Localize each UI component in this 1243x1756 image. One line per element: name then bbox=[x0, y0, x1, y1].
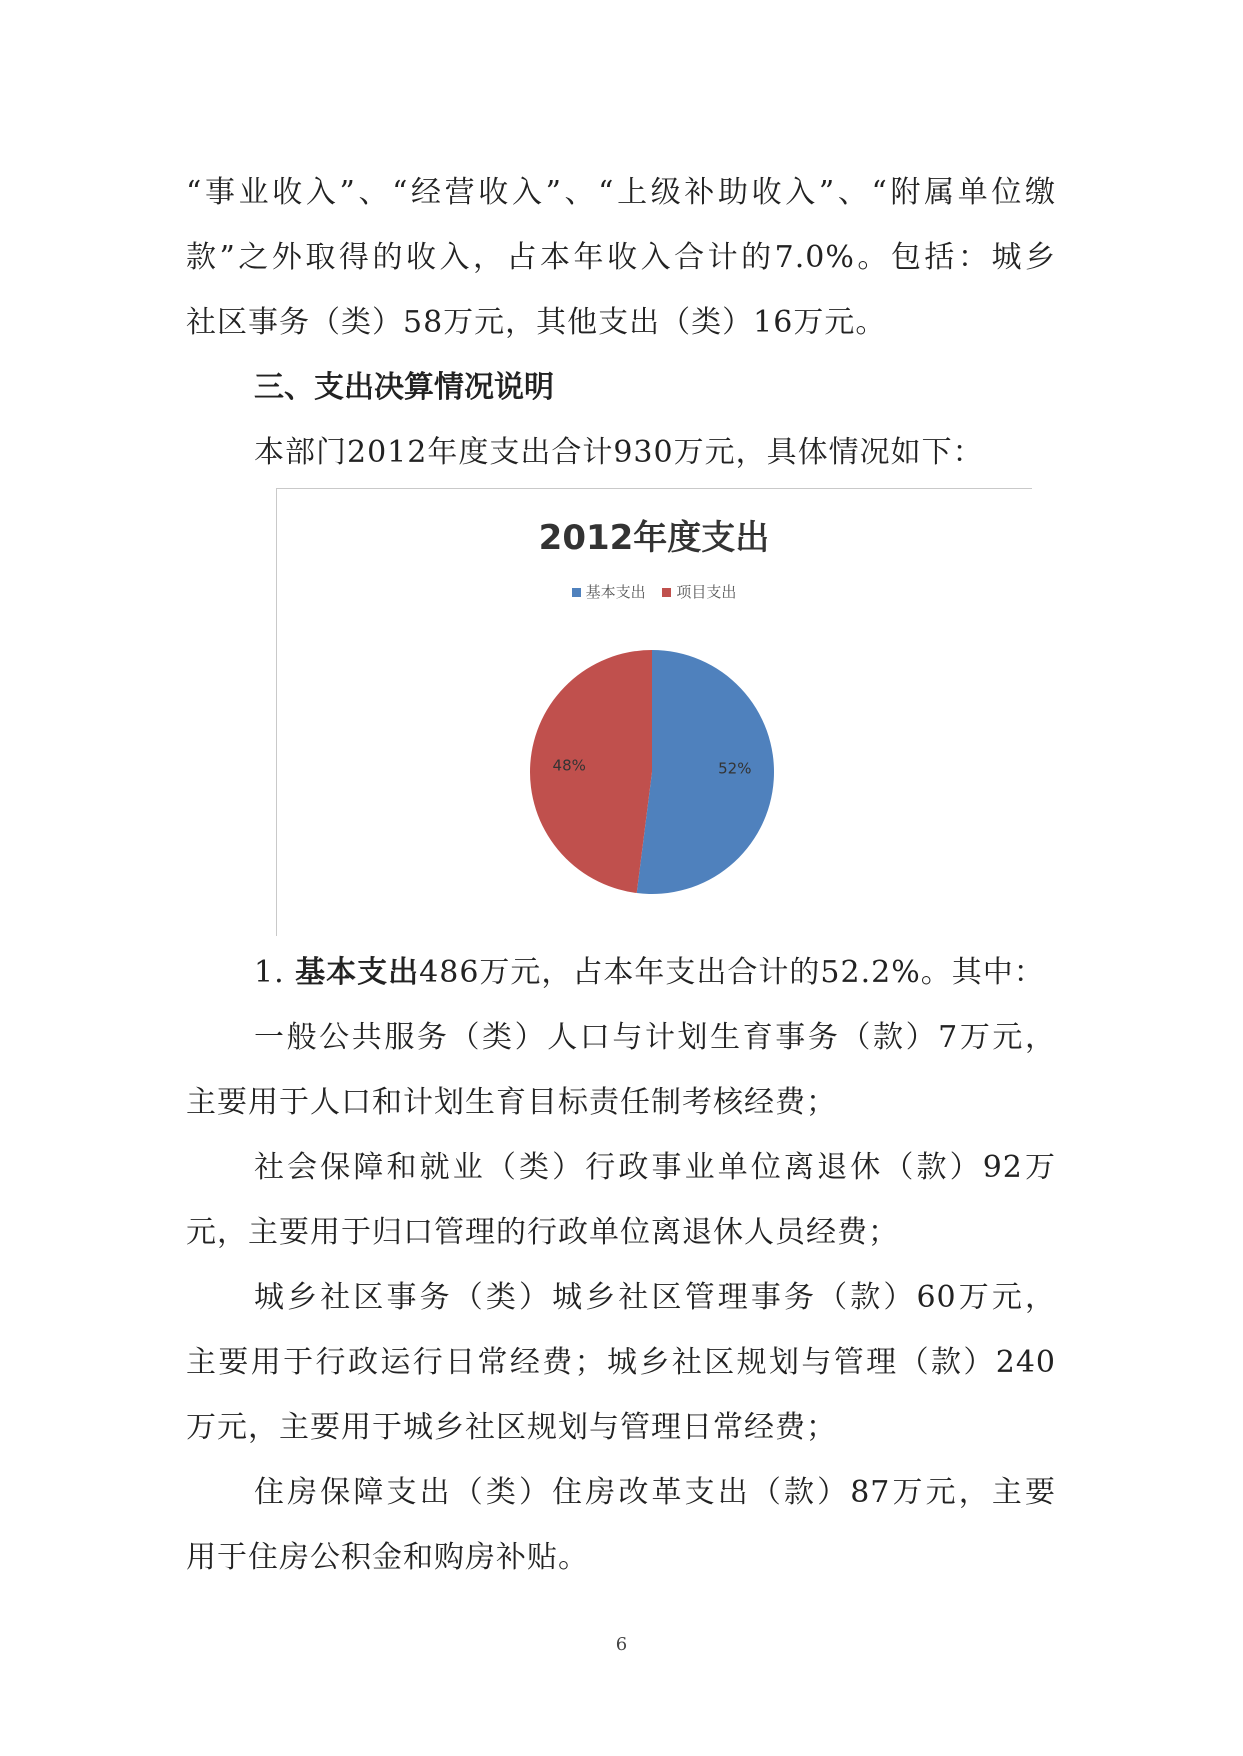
pie-slice-project bbox=[530, 650, 652, 893]
expenditure-intro: 本部门2012年度支出合计930万元，具体情况如下： bbox=[254, 435, 984, 470]
line-c3: 万元，主要用于城乡社区规划与管理日常经费； bbox=[186, 1410, 837, 1445]
page-number: 6 bbox=[615, 1634, 628, 1655]
line-a2: 主要用于人口和计划生育目标责任制考核经费； bbox=[186, 1085, 837, 1120]
line-c2: 主要用于行政运行日常经费；城乡社区规划与管理（款）240 bbox=[186, 1345, 1056, 1380]
line-b1: 社会保障和就业（类）行政事业单位离退休（款）92万 bbox=[254, 1150, 1056, 1185]
pie-label-project: 48% bbox=[552, 756, 586, 775]
item-1-text: 486万元，占本年支出合计的52.2%。其中： bbox=[419, 955, 1045, 990]
legend-label-basic: 基本支出 bbox=[585, 583, 646, 601]
legend-label-project: 项目支出 bbox=[676, 583, 737, 601]
section-heading: 三、支出决算情况说明 bbox=[254, 370, 554, 405]
pie-chart bbox=[276, 488, 1032, 936]
line-a1: 一般公共服务（类）人口与计划生育事务（款）7万元， bbox=[254, 1020, 1056, 1055]
item-1-basic-expenditure bbox=[186, 940, 1056, 1005]
pie-label-basic: 52% bbox=[718, 759, 752, 778]
paragraph-income-line-3: 社区事务（类）58万元，其他支出（类）16万元。 bbox=[186, 305, 887, 340]
chart-title: 2012年度支出 bbox=[538, 518, 770, 558]
item-1-title: 基本支出 bbox=[295, 955, 420, 990]
line-d2: 用于住房公积金和购房补贴。 bbox=[186, 1540, 589, 1575]
paragraph-income-line-1: “事业收入”、“经营收入”、“上级补助收入”、“附属单位缴 bbox=[186, 175, 1056, 210]
paragraph-income-line-2: 款”之外取得的收入，占本年收入合计的7.0%。包括：城乡 bbox=[186, 240, 1056, 275]
line-c1: 城乡社区事务（类）城乡社区管理事务（款）60万元， bbox=[254, 1280, 1056, 1315]
pie-chart-container bbox=[276, 488, 1032, 936]
line-d1: 住房保障支出（类）住房改革支出（款）87万元，主要 bbox=[254, 1475, 1056, 1510]
item-1-number: 1. bbox=[254, 955, 296, 990]
line-b2: 元，主要用于归口管理的行政单位离退休人员经费； bbox=[186, 1215, 899, 1250]
pie-slice-basic bbox=[637, 650, 774, 894]
